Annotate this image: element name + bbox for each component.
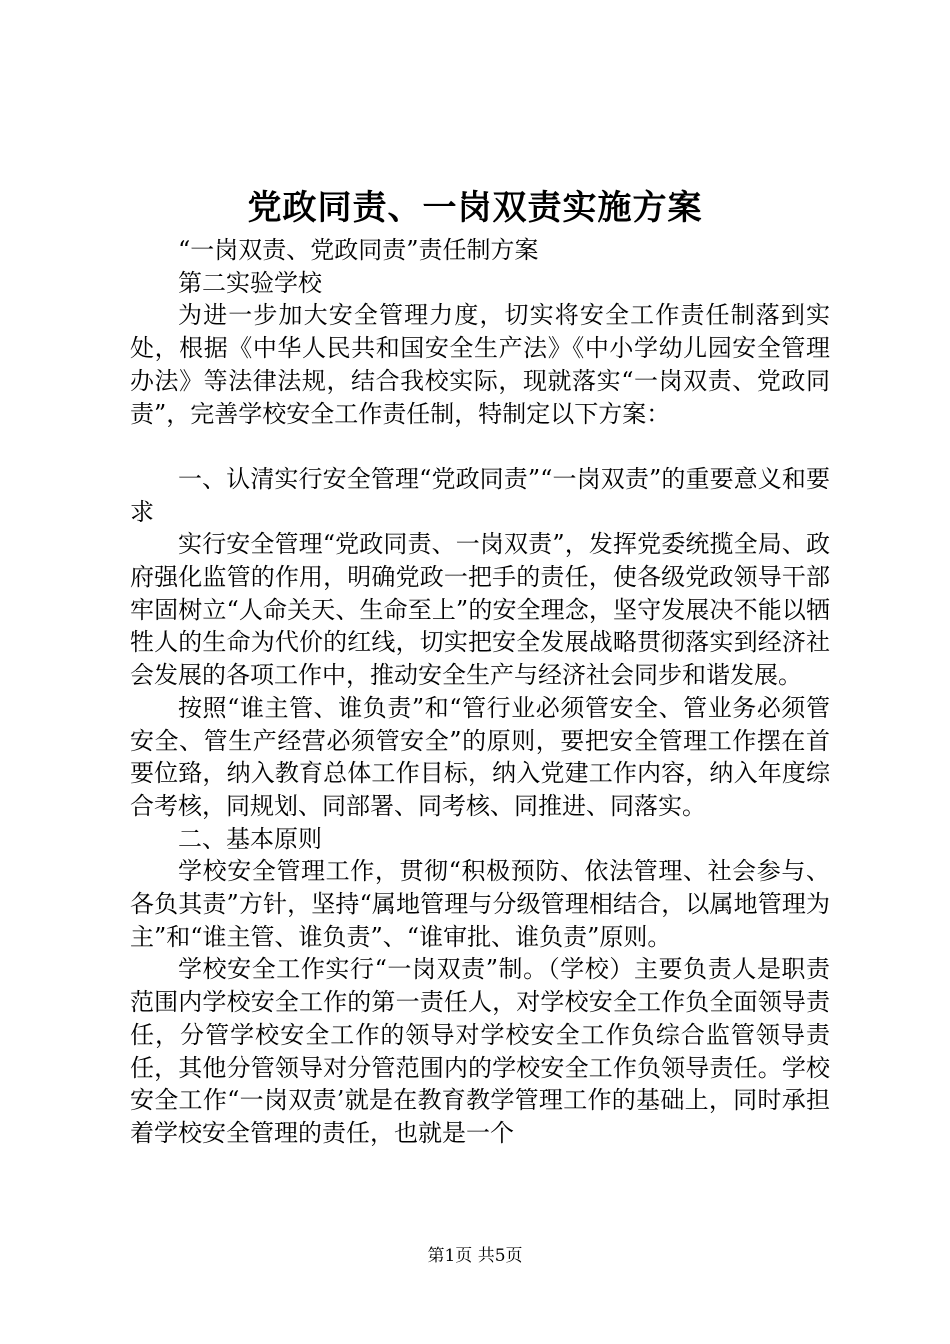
body-paragraph: 实行安全管理“党政同责、一岗双责”，发挥党委统揽全局、政府强化监管的作用，明确党政一把手的责任，使各级党政领导干部牢固树立“人命关天、生命至上”的安全理念，坚守发展决不能以牺牲人的生命为代价的红线，切实把安全发展战略贯彻落实到经济社会发展的各项工作中，推动安全生产与经济社会同步和谐发展。 [130, 530, 830, 690]
section-heading-2: 二、基本原则 [178, 824, 322, 853]
subtitle-paragraph: “一岗双责、党政同责”责任制方案 [178, 236, 539, 264]
body-paragraph: 按照“谁主管、谁负责”和“管行业必须管安全、管业务必须管安全、管生产经营必须管安全”的原则，要把安全管理工作摆在首要位臵，纳入教育总体工作目标，纳入党建工作内容，纳入年度综合考核，同规划、同部署、同考核、同推进、同落实。 [130, 693, 830, 820]
document-title: 党政同责、一岗双责实施方案 [247, 188, 703, 228]
body-paragraph: 学校安全工作实行“一岗双责”制。（学校）主要负责人是职责范围内学校安全工作的第一责任人，对学校安全工作负全面领导责任，分管学校安全工作的领导对学校安全工作负综合监管领导责任，其他分管领导对分管范围内的学校安全工作负领导责任。学校安全工作“一岗双责’就是在教育教学管理工作的基础上，同时承担着学校安全管理的责任，也就是一个 [130, 955, 830, 1147]
page-number-footer: 第1页 共5页 [427, 1246, 523, 1266]
document-body [130, 234, 830, 1150]
body-paragraph: 学校安全管理工作，贯彻“积极预防、依法管理、社会参与、各负其责”方针，坚持“属地管理与分级管理相结合，以属地管理为主”和“谁主管、谁负责”、“谁审批、谁负责”原则。 [130, 857, 830, 951]
intro-paragraph: 为进一步加大安全管理力度，切实将安全工作责任制落到实处，根据《中华人民共和国安全生产法》《中小学幼儿园安全管理办法》等法律法规，结合我校实际，现就落实“一岗双责、党政同责”，完善学校安全工作责任制，特制定以下方案： [130, 301, 830, 428]
section-heading-1: 一、认清实行安全管理“党政同责”“一岗双责”的重要意义和要求 [130, 464, 830, 526]
school-name-paragraph: 第二实验学校 [178, 268, 322, 297]
